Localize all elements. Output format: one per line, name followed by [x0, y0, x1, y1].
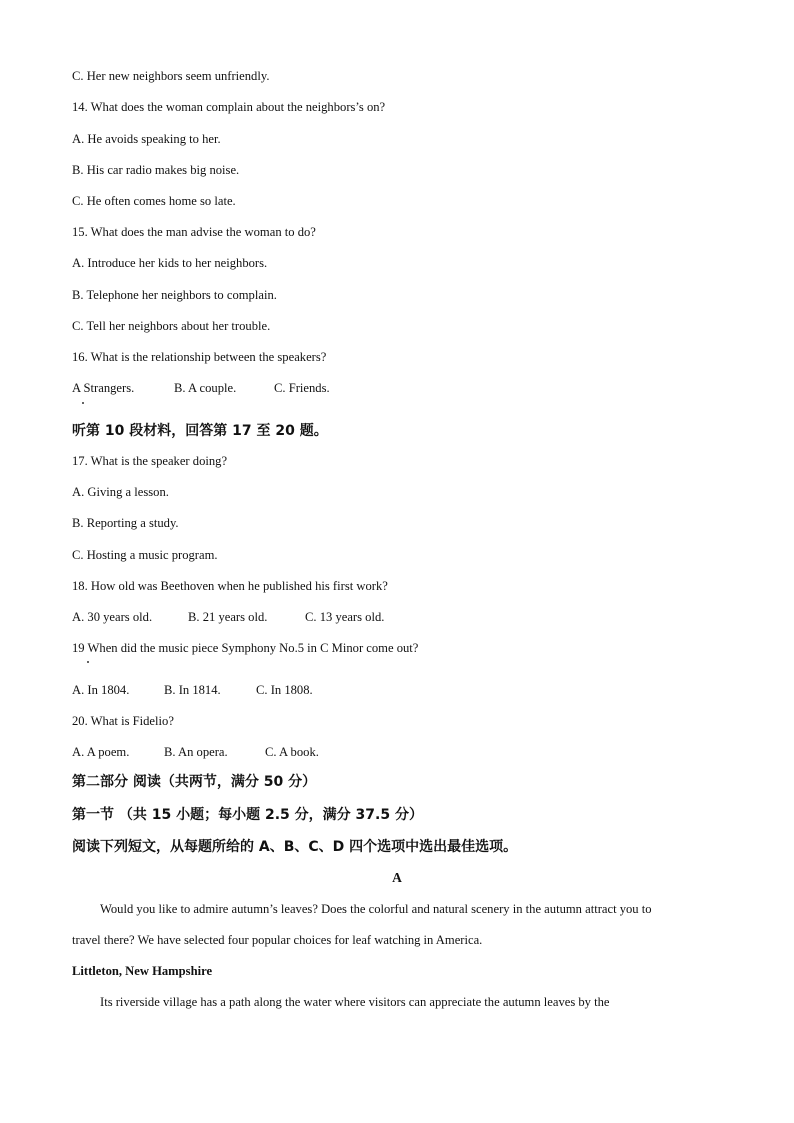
scan-mark: [82, 402, 84, 404]
section-10-heading: 听第 10 段材料，回答第 17 至 20 题。: [72, 423, 328, 439]
question-16: 16. What is the relationship between the speakers?: [72, 350, 327, 364]
part-2-heading: 第二部分 阅读（共两节，满分 50 分）: [72, 774, 317, 790]
question-19: 19 When did the music piece Symphony No.5 in C Minor come out?: [72, 641, 419, 655]
q18-options: [72, 609, 384, 625]
question-20: 20. What is Fidelio?: [72, 714, 174, 728]
question-14: 14. What does the woman complain about the neighbors’s on?: [72, 100, 386, 114]
section-1-heading: 第一节 （共 15 小题；每小题 2.5 分，满分 37.5 分）: [72, 807, 423, 823]
q19-options: [72, 682, 313, 698]
paragraph-1-line-2: travel there? We have selected four popular choices for leaf watching in America.: [72, 933, 483, 947]
question-15: 15. What does the man advise the woman to do?: [72, 225, 316, 239]
subheading-littleton: Littleton, New Hampshire: [72, 964, 213, 978]
q15-option-c: C. Tell her neighbors about her trouble.: [72, 319, 271, 333]
q17-option-c: C. Hosting a music program.: [72, 548, 218, 562]
q14-option-c: C. He often comes home so late.: [72, 194, 236, 208]
q16-option-a: A Strangers.: [72, 381, 135, 395]
q19-option-b: B. In 1814.: [164, 683, 221, 697]
q17-option-a: A. Giving a lesson.: [72, 485, 169, 499]
q16-option-c: C. Friends.: [274, 381, 330, 395]
paragraph-1-line-1: Would you like to admire autumn’s leaves? Does the colorful and natural scenery in the autumn attract you to: [100, 902, 652, 916]
q14-option-a: A. He avoids speaking to her.: [72, 132, 221, 146]
q20-option-b: B. An opera.: [164, 745, 228, 759]
question-17: 17. What is the speaker doing?: [72, 454, 228, 468]
question-18: 18. How old was Beethoven when he published his first work?: [72, 579, 388, 593]
q13-option-c: C. Her new neighbors seem unfriendly.: [72, 69, 270, 83]
q20-option-c: C. A book.: [265, 745, 319, 759]
reading-instructions: 阅读下列短文，从每题所给的 A、B、C、D 四个选项中选出最佳选项。: [72, 839, 518, 855]
q15-option-b: B. Telephone her neighbors to complain.: [72, 288, 277, 302]
q19-option-a: A. In 1804.: [72, 683, 130, 697]
q19-option-c: C. In 1808.: [256, 683, 313, 697]
q18-option-a: A. 30 years old.: [72, 610, 153, 624]
q14-option-b: B. His car radio makes big noise.: [72, 163, 240, 177]
q17-option-b: B. Reporting a study.: [72, 516, 179, 530]
q20-option-a: A. A poem.: [72, 745, 130, 759]
paragraph-2-line-1: Its riverside village has a path along the water where visitors can appreciate the autumn leaves by the: [100, 995, 610, 1009]
q16-options: [72, 380, 330, 396]
q20-options: [72, 744, 319, 760]
q18-option-b: B. 21 years old.: [188, 610, 268, 624]
scan-mark: [87, 661, 89, 663]
passage-label: A: [392, 870, 402, 885]
q15-option-a: A. Introduce her kids to her neighbors.: [72, 256, 268, 270]
q18-option-c: C. 13 years old.: [305, 610, 385, 624]
q16-option-b: B. A couple.: [174, 381, 237, 395]
